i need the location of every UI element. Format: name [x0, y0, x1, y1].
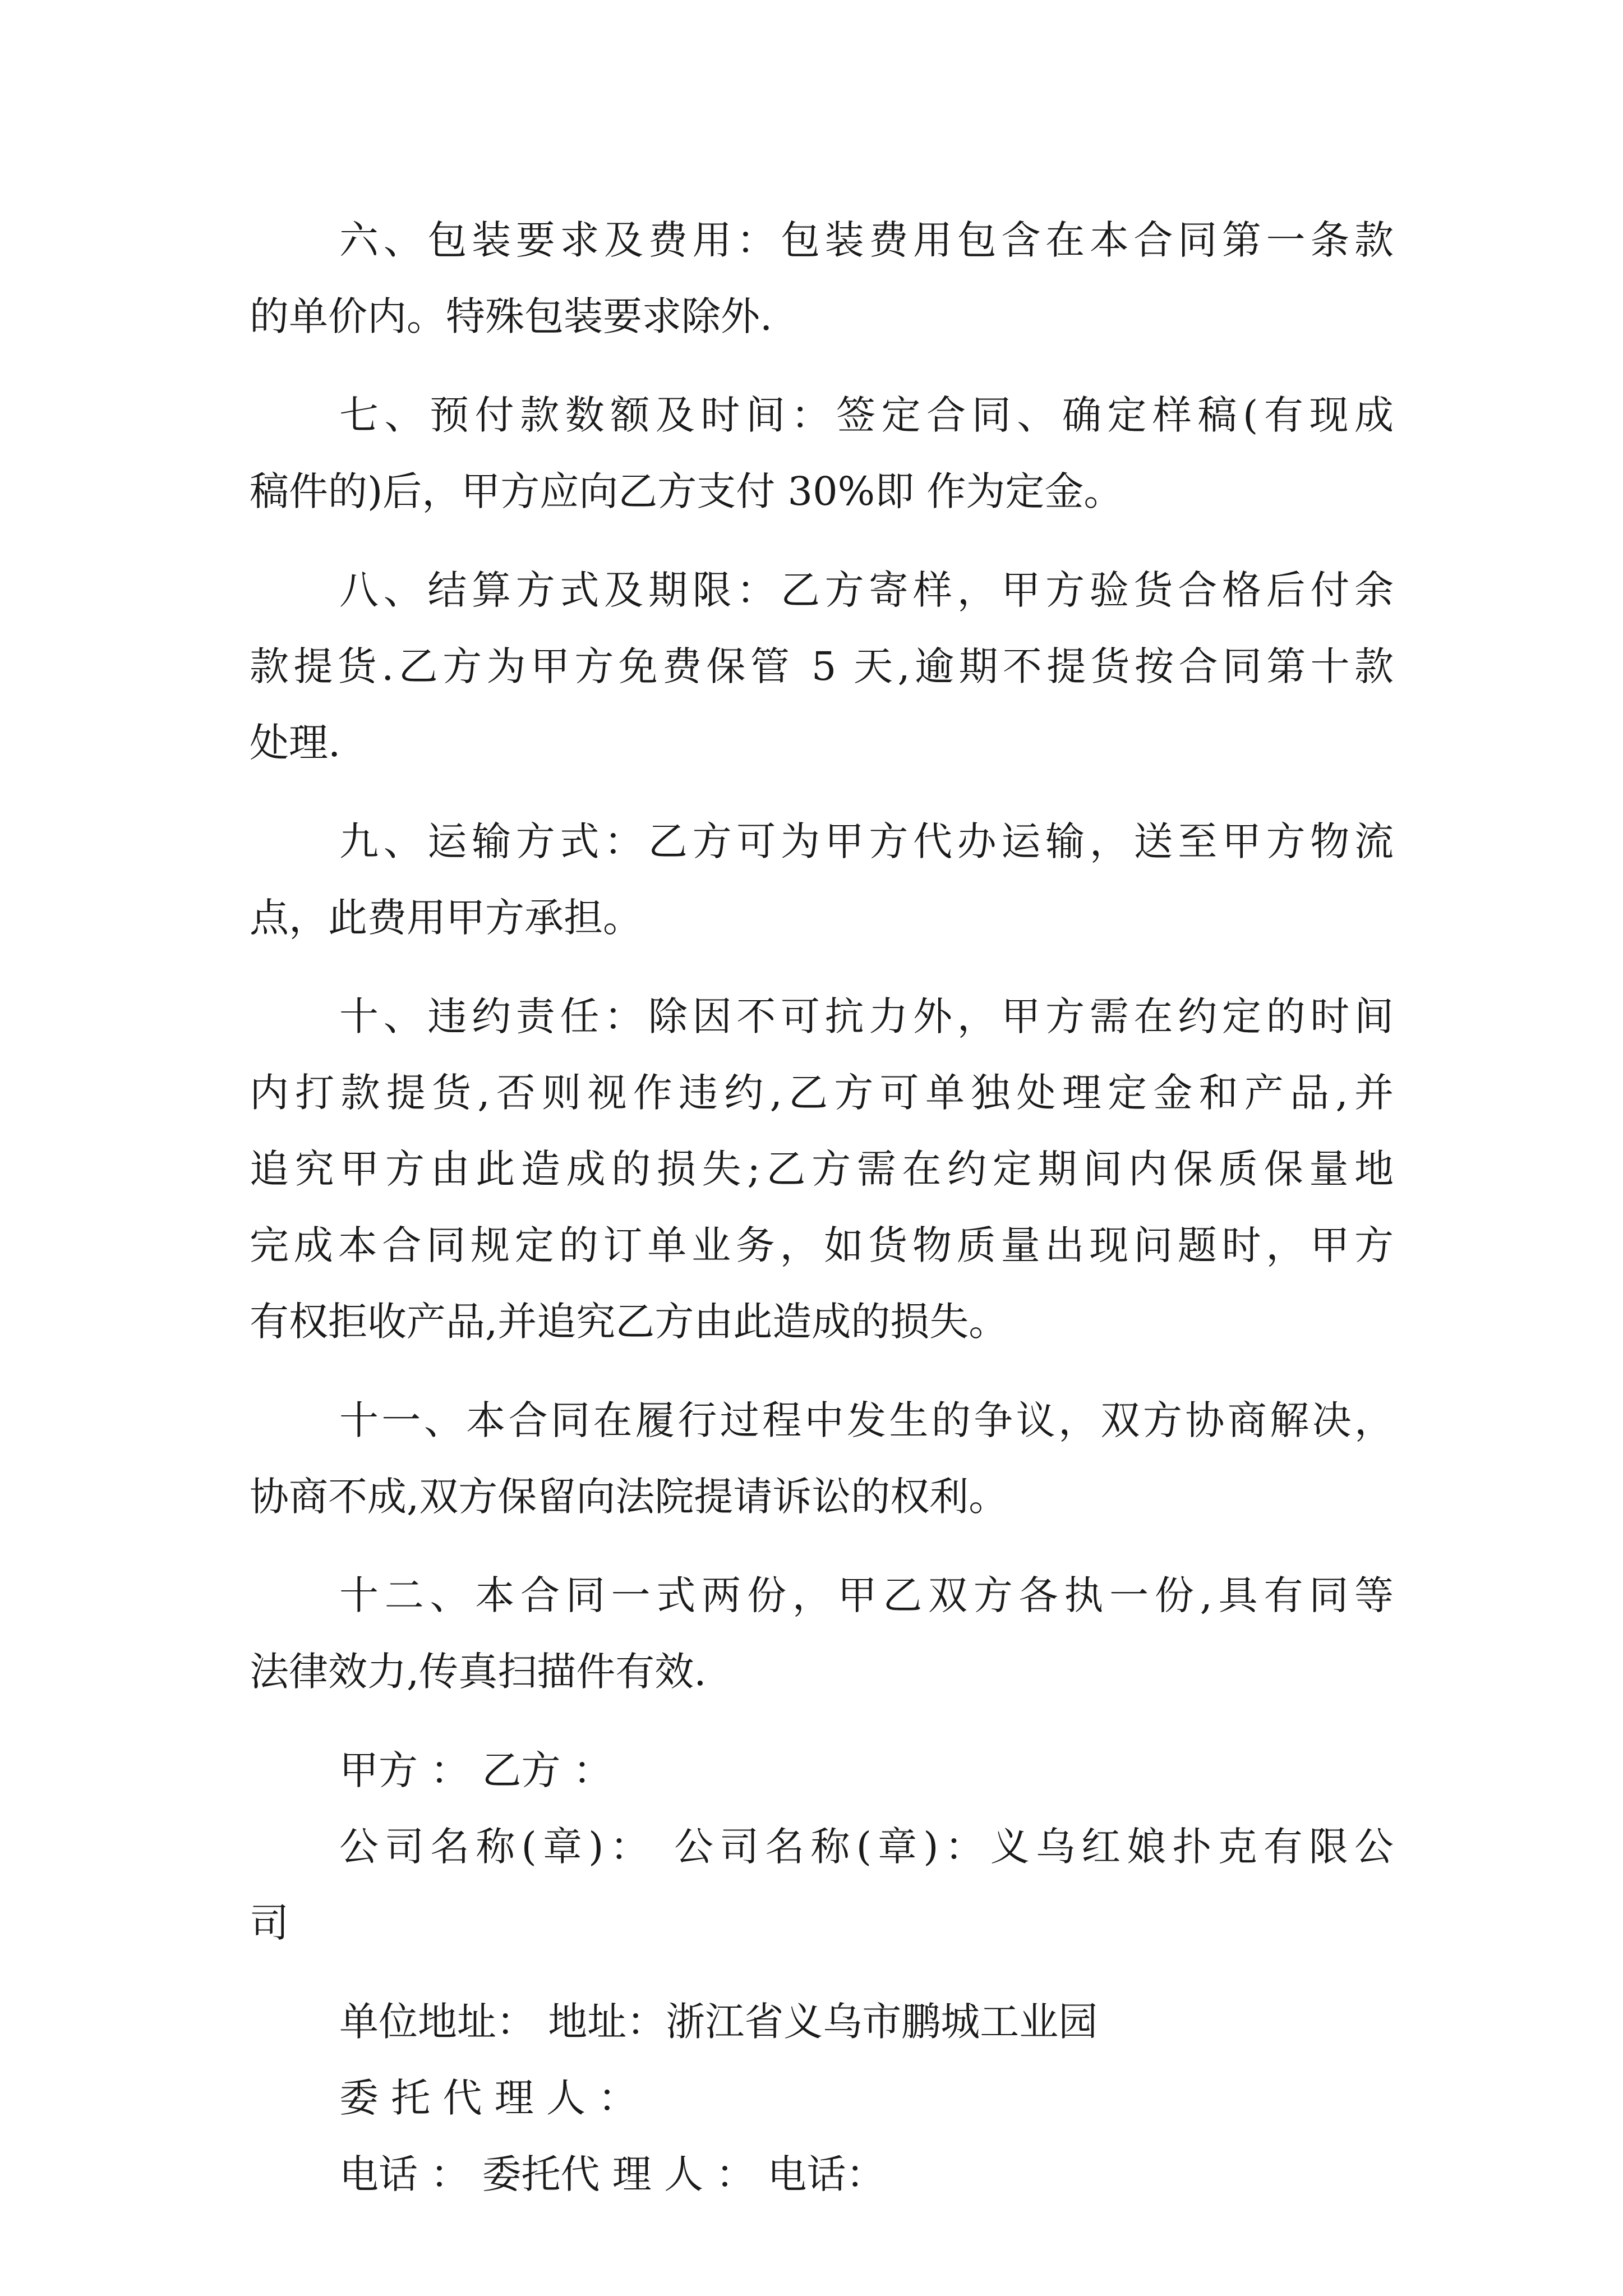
clause-line: 十一、本合同在履行过程中发生的争议，双方协商解决， — [339, 1397, 1394, 1443]
clause-11 — [250, 1382, 1394, 1535]
clause-10 — [250, 978, 1394, 1360]
clause-line: 完成本合同规定的订单业务，如货物质量出现问题时，甲方 — [250, 1222, 1394, 1268]
signature-block — [250, 1732, 1394, 2212]
clause-line: 有权拒收产品,并追究乙方由此造成的损失。 — [250, 1299, 1008, 1345]
clause-line: 款提货.乙方为甲方免费保管 5 天,逾期不提货按合同第十款 — [250, 643, 1394, 689]
clause-line: 八、结算方式及期限：乙方寄样，甲方验货合格后付余 — [339, 567, 1394, 613]
clause-line: 七、预付款数额及时间：签定合同、确定样稿(有现成 — [339, 392, 1394, 438]
company-name-line: 公司名称(章)： 公司名称(章)：义乌红娘扑克有限公 — [339, 1824, 1394, 1870]
clause-line: 内打款提货,否则视作违约,乙方可单独处理定金和产品,并 — [250, 1070, 1394, 1116]
clause-line: 九、运输方式：乙方可为甲方代办运输，送至甲方物流 — [339, 818, 1394, 864]
clause-line: 协商不成,双方保留向法院提请诉讼的权利。 — [250, 1474, 1008, 1520]
clause-line: 追究甲方由此造成的损失;乙方需在约定期间内保质保量地 — [250, 1146, 1394, 1192]
clause-line: 稿件的)后，甲方应向乙方支付 30%即 作为定金。 — [250, 468, 1123, 514]
clause-line: 的单价内。特殊包装要求除外. — [250, 293, 773, 339]
clause-12 — [250, 1557, 1394, 1710]
clause-line: 十二、本合同一式两份，甲乙双方各执一份,具有同等 — [339, 1572, 1394, 1618]
phone-agent-line: 电话 ： 委托代 理 人 ： 电话： — [339, 2151, 886, 2197]
clause-8 — [250, 552, 1394, 781]
clause-line: 点，此费用甲方承担。 — [250, 895, 642, 941]
parties-line: 甲方 ： 乙方 ： — [339, 1747, 612, 1793]
clause-line: 十、违约责任：除因不可抗力外，甲方需在约定的时间 — [339, 993, 1394, 1039]
clause-9 — [250, 803, 1394, 956]
address-line: 单位地址： 地址：浙江省义乌市鹏城工业园 — [339, 1999, 1098, 2045]
company-name-line-cont: 司 — [250, 1900, 289, 1946]
contract-text — [250, 202, 1394, 2212]
clause-line: 处理. — [250, 720, 341, 766]
clause-line: 六、包装要求及费用：包装费用包含在本合同第一条款 — [339, 217, 1394, 263]
clause-line: 法律效力,传真扫描件有效. — [250, 1649, 707, 1695]
agent-line: 委 托 代 理 人 ： — [339, 2075, 638, 2121]
clause-7 — [250, 377, 1394, 530]
clause-6 — [250, 202, 1394, 355]
